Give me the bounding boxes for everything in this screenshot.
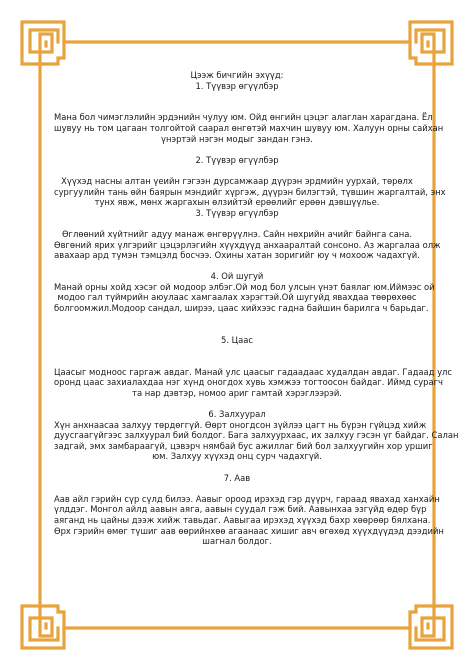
document-title: Цээж бичгийн эхүүд: [190, 70, 284, 80]
paragraph-line: болгоомжил.Модоор сандал, ширээ, цаас хийхээс гадна байшин барилга ч барьдаг. [54, 303, 429, 314]
spacer [54, 398, 420, 409]
paragraph-line: Мана бол чимэглэлийн эрдэнийн чулуу юм. Ойд өнгийн цэцэг алаглан харагдана. Ёл [54, 112, 433, 123]
section-heading: 5. Цаас [220, 334, 254, 345]
paragraph-line: модоо гал түймрийн аюулаас хамгаалах хэрэгтэй.Ой шугуйд явахдаа төөрөхөөс [57, 292, 417, 303]
paragraph-line: үлддэг. Монгол айлд аавын аяга, аавын суудал гэж бий. Аавынхаа эзгүйд өдөр бүр [54, 504, 427, 515]
border-line [416, 30, 444, 64]
section [54, 334, 452, 409]
section [54, 154, 446, 208]
section-heading: 7. Аав [223, 472, 251, 483]
spacer [54, 314, 420, 335]
paragraph-line: та нар дэвтэр, номоо ариг гамтай хэрэглээрэй. [132, 387, 342, 398]
paragraph-line: Манай орны хойд хэсэг ой модоор элбэг.Ой мод бол улсын үнэт баялаг юм.Иймээс ой [54, 281, 435, 292]
spacer [54, 144, 420, 155]
paragraph-line: шувуу нь том цагаан толгойтой саарал өнгөтэй махчин шувуу юм. Халуун орны сайхан [54, 122, 444, 133]
spacer [54, 91, 420, 112]
paragraph-line: задгай, эмх замбараагүй, цэвэрч нямбай бус ажиллаг бий бол залхуугийн хор уршиг [54, 440, 433, 451]
section [54, 409, 459, 473]
border-line [30, 30, 58, 64]
spacer [54, 483, 420, 494]
spacer [54, 462, 420, 473]
section [54, 207, 441, 272]
paragraph-line: оронд цаас захиалахдаа нэг хүнд оногдох хувь хэмжээ тогтоосон байдаг. Иймд сурагч [54, 377, 443, 388]
paragraph-line: Цаасыг модноос гаргаж авдаг. Манай улс цаасыг гадаадаас худалдан авдаг. Гадаад улс [54, 366, 452, 377]
paragraph-line: аяганд нь цайны дээж хийж тавьдаг. Аавыгаа ирэхэд хүүхэд бахр хөөрөөр бялхана. [54, 514, 431, 525]
spacer [54, 165, 420, 176]
section [54, 472, 444, 547]
paragraph-line: Аав айл гэрийн сүр сүлд билээ. Аавыг ороод ирэхэд гэр дүүрч, гараад явахад ханхайн [54, 493, 440, 504]
spacer [54, 261, 420, 272]
paragraph-line: юм. Залхуу хүүхэд онц сурч чадахгүй. [152, 451, 322, 462]
paragraph-line: дуусгаагүйгээс залхуурал бий болдог. Бага залхуурхаас, их залхуу гэсэн үг байдаг. Салан [54, 430, 459, 441]
section-heading: 3. Түүвэр өгүүлбэр [195, 207, 279, 218]
paragraph-line: тунх явж, мөнх жаргахын өлзийтэй ерөөлийг ерөөн дэвшүүлье. [94, 197, 380, 208]
paragraph-line: шагнал болдог. [202, 536, 272, 547]
section [54, 80, 444, 155]
paragraph-line: Хүн анхнаасаа залхуу төрдөггүй. Өөрт оногдсон зүйлээ цагт нь бүрэн гүйцэд хийж [54, 419, 427, 430]
border-line [416, 606, 444, 640]
paragraph-line: Өрх гэрийн өмөг түшиг аав өөрийнхөө агаанаас хишиг авч өгөхөд хүүхдүүдэд дээдийн [54, 525, 444, 536]
paragraph-line: Хүүхэд насны алтан үеийн гэгээн дурсамжаар дүүрэн эрдмийн уурхай, төрөлх [61, 175, 413, 186]
document-body [54, 70, 459, 547]
section-heading: 1. Түүвэр өгүүлбэр [195, 80, 279, 91]
paragraph-line: авахаар ард түмэн тэмцэлд босчээ. Охины хатан зоригийг юу ч мохоож чадахгүй. [54, 250, 420, 261]
paragraph-line: үнэртэй нэгэн модыг зандан гэнэ. [161, 133, 313, 144]
paragraph-line: сургуулийн тань өйн баярын мэндийг хүргэж, дүүрэн билэгтэй, түвшин жаргалтай, энх [54, 186, 446, 197]
spacer [54, 345, 420, 366]
paragraph-line: Өвгөний ярих үлгэрийг цэцэрлэгийн хүүхдүүд анхааралтай сонсоно. Аз жаргалаа олж [54, 239, 441, 250]
section-heading: 2. Түүвэр өгүүлбэр [195, 154, 279, 165]
paragraph-line: Өглөөний хүйтнийг адуу манаж өнгөрүүлнэ. Сайн нөхрийн ачийг байнга сана. [61, 228, 413, 239]
section-heading: 4. Ой шугуй [210, 271, 264, 282]
spacer [54, 218, 420, 229]
section-heading: 6. Залхуурал [208, 409, 266, 419]
section [54, 271, 435, 335]
border-line [30, 606, 58, 640]
